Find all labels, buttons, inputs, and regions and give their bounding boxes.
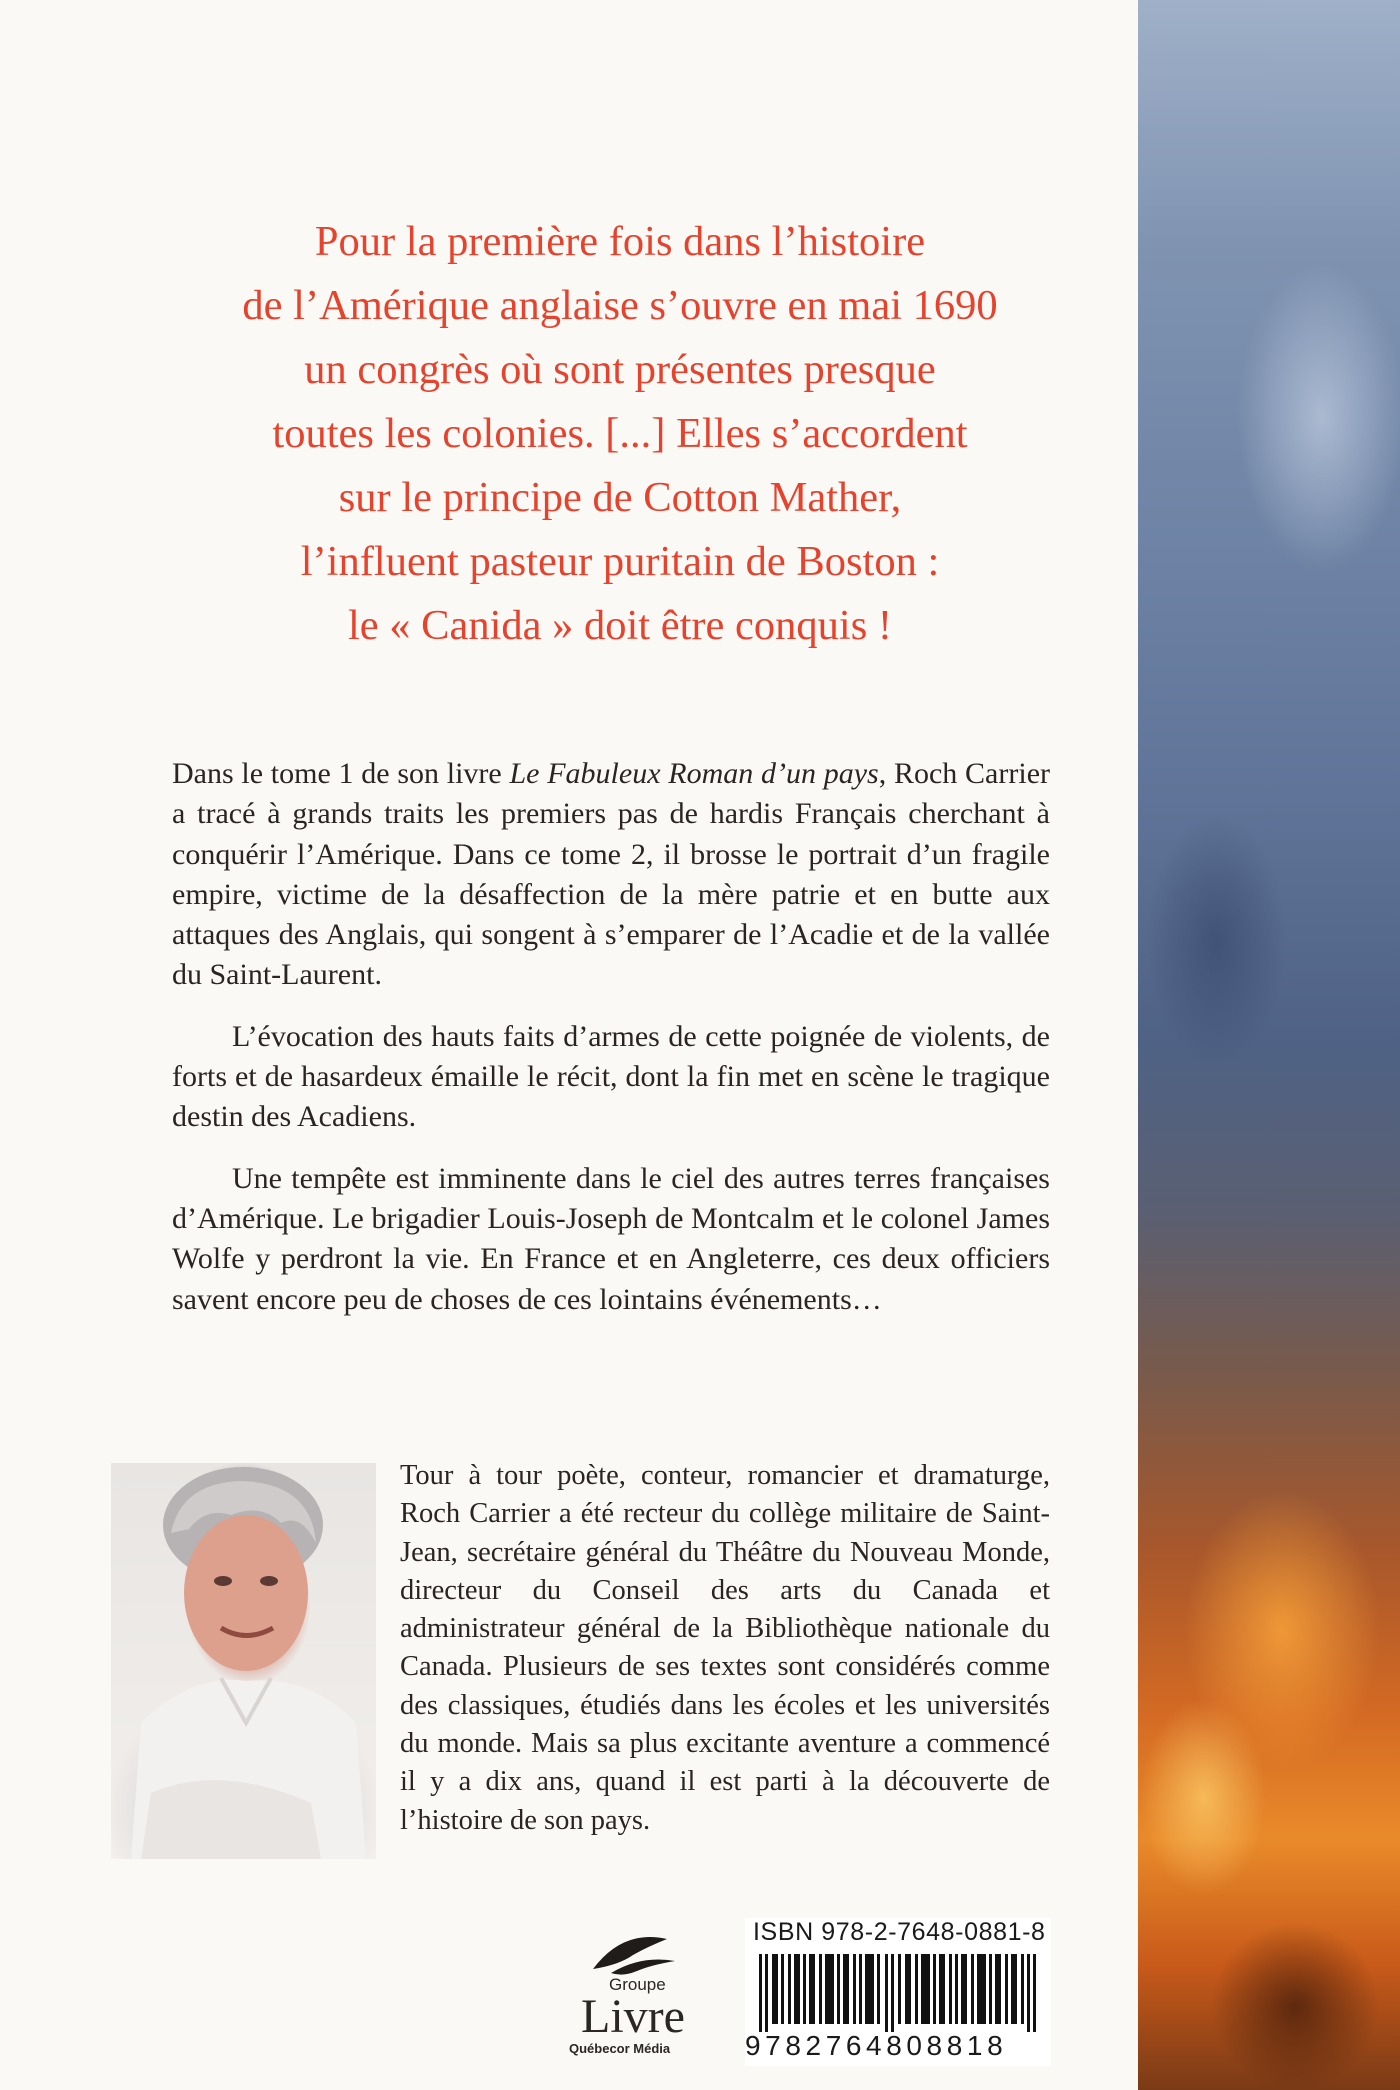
logo-groupe: Groupe [609, 1975, 666, 1994]
barcode-digits: 9782764808818 [745, 2030, 1008, 2061]
quote-line: le « Canida » doit être conquis ! [347, 602, 893, 649]
book-summary [172, 754, 1050, 1341]
quote-line: sur le principe de Cotton Mather, [338, 474, 902, 521]
quote-line: Pour la première fois dans l’histoire [314, 218, 926, 265]
logo-quebecor-media: Québecor Média [569, 2041, 671, 2056]
barcode-bars [745, 1954, 1051, 2032]
quote-line: de l’Amérique anglaise s’ouvre en mai 1690 [242, 282, 998, 329]
summary-paragraph-2: L’évocation des hauts faits d’armes de cette poignée de violents, de forts et de hasardeux émaille le récit, dont la fin met en scène le tragique destin des Acadiens. [172, 1019, 1050, 1134]
pull-quote [200, 210, 1040, 658]
isbn-label: ISBN 978-2-7648-0881-8 [753, 1918, 1046, 1946]
author-bio: Tour à tour poète, conteur, romancier et dramaturge, Roch Carrier a été recteur du collège militaire de Saint-Jean, secrétaire général du Théâtre du Nouveau Monde, directeur du Conseil des arts du Canada et administrateur général de la Bibliothèque nationale du Canada. Plusieurs de ses textes sont considérés comme des classiques, étudiés dans les écoles et les universités du monde. Mais sa plus excitante aventure a commencé il y a dix ans, quand il est parti à la découverte de l’histoire de son pays. [400, 1460, 1050, 1836]
fire-sky-spine-image [1138, 0, 1400, 2090]
isbn-barcode [745, 1918, 1051, 2066]
author-photo [111, 1463, 376, 1859]
quote-line: un congrès où sont présentes presque [304, 346, 936, 393]
summary-text: , Roch Carrier a tracé à grands traits les premiers pas de hardis Français cherchant à conquérir l’Amérique. Dans ce tome 2, il brosse le portrait d’un fragile empire, victime de la désaffection de la mère patrie et en butte aux attaques des Anglais, qui songent à s’emparer de l’Acadie et de la vallée du Saint-Laurent. [172, 757, 1050, 992]
quote-line: l’influent pasteur puritain de Boston : [300, 538, 940, 585]
summary-paragraph-3: Une tempête est imminente dans le ciel des autres terres françaises d’Amérique. Le brigadier Louis-Joseph de Montcalm et le colonel James Wolfe y perdront la vie. En France et en Angleterre, ces deux officiers savent encore peu de choses de ces lointains événements… [172, 1161, 1050, 1316]
summary-text: Dans le tome 1 de son livre [172, 757, 510, 790]
summary-paragraph-1 [172, 754, 1050, 996]
publisher-logo [563, 1925, 695, 2065]
book-title: Le Fabuleux Roman d’un pays [509, 757, 879, 790]
quote-line: toutes les colonies. [...] Elles s’accordent [272, 410, 968, 457]
logo-livre: Livre [581, 1990, 685, 2043]
